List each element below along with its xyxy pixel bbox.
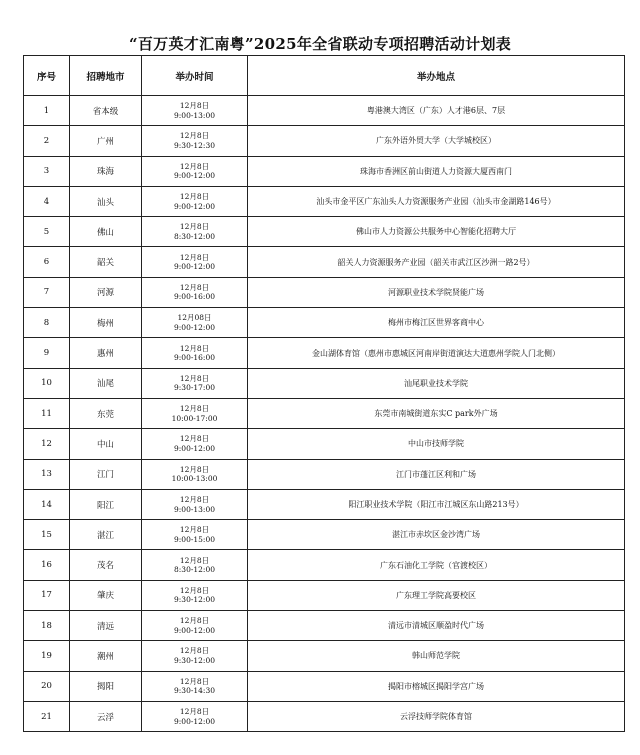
header-time: 举办时间 [142,56,248,96]
row-place: 清远市清城区顺盈时代广场 [248,611,625,641]
row-place: 中山市技师学院 [248,429,625,459]
row-time [142,368,248,398]
row-time [142,611,248,641]
row-seq: 5 [24,217,70,247]
row-time [142,217,248,247]
table-body [24,96,625,732]
row-city: 韶关 [70,247,142,277]
table-row [24,368,625,398]
row-place: 韶关人力资源服务产业园（韶关市武江区沙洲一路2号） [248,247,625,277]
row-city: 珠海 [70,156,142,186]
row-date: 12月8日 [179,222,210,232]
row-place: 金山湖体育馆（惠州市惠城区河南岸街道演达大道惠州学院人门北侧） [248,338,625,368]
row-city: 中山 [70,429,142,459]
row-seq: 8 [24,308,70,338]
row-city: 广州 [70,126,142,156]
row-city: 汕头 [70,186,142,216]
row-time [142,671,248,701]
table-header-row [24,56,625,96]
row-place: 珠海市香洲区前山街道人力资源大厦西南门 [248,156,625,186]
row-seq: 9 [24,338,70,368]
row-place: 广东石油化工学院（官渡校区） [248,550,625,580]
row-city: 江门 [70,459,142,489]
row-date: 12月8日 [179,555,210,565]
row-city: 汕尾 [70,368,142,398]
row-place: 广东理工学院高要校区 [248,580,625,610]
row-hours: 9:00-12:00 [174,625,215,635]
row-time [142,459,248,489]
row-hours: 9:00-12:00 [174,171,215,181]
row-place: 广东外语外贸大学（大学城校区） [248,126,625,156]
row-hours: 9:00-16:00 [174,292,215,302]
row-date: 12月8日 [179,616,210,626]
row-place: 东莞市南城街道东实C park外广场 [248,398,625,428]
table-row [24,186,625,216]
row-date: 12月8日 [179,282,210,292]
table-row [24,459,625,489]
row-hours: 9:00-12:00 [174,201,215,211]
row-seq: 15 [24,520,70,550]
row-date: 12月8日 [179,161,210,171]
table-row [24,580,625,610]
row-hours: 9:30-12:30 [174,140,215,150]
row-hours: 9:00-16:00 [174,353,215,363]
row-hours: 9:30-17:00 [174,383,215,393]
row-date: 12月8日 [179,343,210,353]
table-row [24,671,625,701]
row-date: 12月8日 [179,464,210,474]
row-time [142,96,248,126]
row-hours: 9:00-15:00 [174,534,215,544]
row-seq: 6 [24,247,70,277]
row-place: 湛江市赤坎区金沙湾广场 [248,520,625,550]
row-hours: 10:00-13:00 [171,474,218,484]
row-date: 12月8日 [179,373,210,383]
table-row [24,489,625,519]
row-city: 肇庆 [70,580,142,610]
row-city: 潮州 [70,641,142,671]
row-hours: 9:00-12:00 [174,716,215,726]
row-city: 茂名 [70,550,142,580]
row-date: 12月8日 [179,131,210,141]
table-row [24,398,625,428]
row-city: 阳江 [70,489,142,519]
table-row [24,96,625,126]
row-place: 汕头市金平区广东汕头人力资源服务产业园（汕头市金湖路146号） [248,186,625,216]
row-time [142,398,248,428]
row-city: 湛江 [70,520,142,550]
row-hours: 9:00-12:00 [174,443,215,453]
table-row [24,126,625,156]
row-city: 东莞 [70,398,142,428]
table-row [24,247,625,277]
row-date: 12月8日 [179,101,210,111]
row-city: 揭阳 [70,671,142,701]
row-hours: 9:00-13:00 [174,110,215,120]
row-seq: 20 [24,671,70,701]
row-date: 12月8日 [179,404,210,414]
row-seq: 11 [24,398,70,428]
row-time [142,429,248,459]
row-date: 12月8日 [179,707,210,717]
row-time [142,126,248,156]
row-time [142,520,248,550]
row-seq: 7 [24,277,70,307]
row-place: 佛山市人力资源公共服务中心智能化招聘大厅 [248,217,625,247]
row-time [142,580,248,610]
row-seq: 3 [24,156,70,186]
row-time [142,338,248,368]
row-city: 省本级 [70,96,142,126]
row-seq: 14 [24,489,70,519]
table-row [24,156,625,186]
row-city: 佛山 [70,217,142,247]
document-title: “百万英才汇南粤”2025年全省联动专项招聘活动计划表 [128,35,512,53]
header-city: 招聘地市 [70,56,142,96]
row-seq: 16 [24,550,70,580]
row-city: 清远 [70,611,142,641]
row-hours: 9:30-12:00 [174,595,215,605]
header-place: 举办地点 [248,56,625,96]
row-hours: 10:00-17:00 [171,413,218,423]
row-city: 梅州 [70,308,142,338]
row-city: 惠州 [70,338,142,368]
table-row [24,520,625,550]
row-date: 12月8日 [179,585,210,595]
row-place: 粤港澳大湾区（广东）人才港6层、7层 [248,96,625,126]
row-seq: 2 [24,126,70,156]
table-row [24,550,625,580]
row-date: 12月8日 [179,646,210,656]
row-date: 12月8日 [179,676,210,686]
row-seq: 4 [24,186,70,216]
row-time [142,186,248,216]
row-place: 云浮技师学院体育馆 [248,701,625,731]
row-date: 12月8日 [179,525,210,535]
schedule-table [23,55,625,732]
row-place: 揭阳市榕城区揭阳学宫广场 [248,671,625,701]
row-place: 阳江职业技术学院（阳江市江城区东山路213号） [248,489,625,519]
row-seq: 17 [24,580,70,610]
row-city: 河源 [70,277,142,307]
row-time [142,277,248,307]
row-date: 12月08日 [177,313,212,323]
table-row [24,429,625,459]
row-city: 云浮 [70,701,142,731]
row-seq: 21 [24,701,70,731]
row-date: 12月8日 [179,434,210,444]
row-hours: 8:30-12:00 [174,231,215,241]
table-row [24,701,625,731]
table-row [24,308,625,338]
row-time [142,247,248,277]
table-row [24,277,625,307]
row-seq: 18 [24,611,70,641]
row-place: 韩山师范学院 [248,641,625,671]
table-row [24,217,625,247]
row-date: 12月8日 [179,192,210,202]
row-hours: 9:00-12:00 [174,262,215,272]
row-hours: 9:30-12:00 [174,655,215,665]
row-place: 河源职业技术学院贤能广场 [248,277,625,307]
table-row [24,641,625,671]
row-time [142,156,248,186]
row-seq: 19 [24,641,70,671]
row-hours: 9:00-12:00 [174,322,215,332]
row-seq: 1 [24,96,70,126]
row-time [142,701,248,731]
row-time [142,308,248,338]
row-date: 12月8日 [179,252,210,262]
table-row [24,611,625,641]
row-date: 12月8日 [179,495,210,504]
row-seq: 12 [24,429,70,459]
row-hours: 9:00-13:00 [174,504,215,514]
row-place: 汕尾职业技术学院 [248,368,625,398]
header-seq: 序号 [24,56,70,96]
row-place: 江门市蓬江区利和广场 [248,459,625,489]
row-time [142,550,248,580]
row-hours: 8:30-12:00 [174,565,215,575]
row-time [142,641,248,671]
row-hours: 9:30-14:30 [174,686,215,696]
row-seq: 13 [24,459,70,489]
row-seq: 10 [24,368,70,398]
row-place: 梅州市梅江区世界客商中心 [248,308,625,338]
table-row [24,338,625,368]
row-time [142,489,248,519]
